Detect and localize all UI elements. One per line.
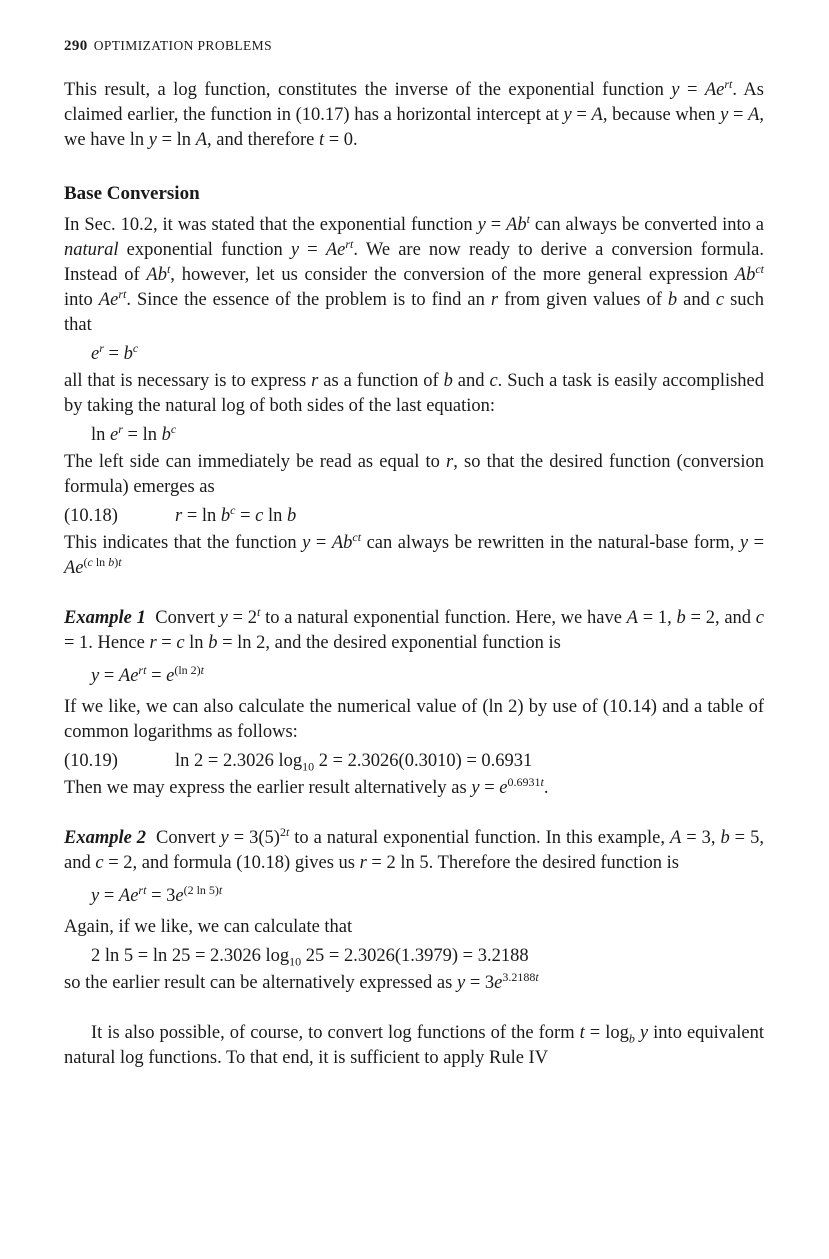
example-2-text: Example 2 Convert $y = 3(5)^{2t}$ to a natural exponential function. In this example, A = 3, b = 5, and c = 2, and formula (10.18) gives us r = 2 ln 5. Therefore the desired function is <box>64 824 764 873</box>
paragraph-rewritten: This indicates that the function $y = Ab^{ct}$ can always be rewritten in the natural-base form, $y = Ae^{(c ln b)t}$ <box>64 529 764 578</box>
section-heading: Base Conversion <box>64 183 200 204</box>
running-title: OPTIMIZATION PROBLEMS <box>93 38 272 53</box>
paragraph-base-conversion-intro: In Sec. 10.2, it was stated that the exponential function $y = Ab^t$ can always be converted into a natural exponential function $y = Ae^{rt}$. We are now ready to derive a conversion formula. Instead of Ab$^t$, however, let us consider the conversion of the more general expression $Ab^{ct}$ into $Ae^{rt}$. Since the essence of the problem is to find an r from given values of b and c such that <box>64 211 764 335</box>
example-2-text-3: so the earlier result can be alternatively expressed as $y = 3e^{3.2188t}$ <box>64 969 539 993</box>
example-2-label: Example 2 <box>64 828 147 848</box>
equation-number: (10.19) <box>64 751 118 771</box>
example-1-equation: $y = Ae^{rt} = e^{(ln 2)t}$ <box>91 662 205 686</box>
example-1-text: Example 1 Convert $y = 2^t$ to a natural exponential function. Here, we have A = 1, b = 2, and c = 1. Hence r = c ln b = ln 2, and the desired exponential function is <box>64 604 764 653</box>
example-1-text-2: If we like, we can also calculate the numerical value of (ln 2) by use of (10.14) and a table of common logarithms as follows: <box>64 697 764 742</box>
page <box>64 38 764 1071</box>
equation-10-19: (10.19) ln 2 = 2.3026 $\log_{10} 2 = 2.3026(0.3010) = 0.6931$ <box>64 751 533 774</box>
paragraph-left-side: The left side can immediately be read as equal to r, so that the desired function (conversion formula) emerges as <box>64 452 764 497</box>
example-1-text-3: Then we may express the earlier result alternatively as $y = e^{0.6931t}$. <box>64 774 549 798</box>
equation-er-bc: $e^r = b^c$ <box>91 340 139 364</box>
example-2-equation: $y = Ae^{rt} = 3e^{(2 ln 5)t}$ <box>91 882 223 906</box>
example-2-text-2: Again, if we like, we can calculate that <box>64 917 353 937</box>
equation-ln-er: $\ln e^r = \ln b^c$ <box>91 421 177 445</box>
example-2-equation-2: 2 ln 5 = ln 25 = 2.3026 $\log_{10} 25 = 2.3026(1.3979) = 3.2188$ <box>91 946 529 969</box>
running-header <box>64 38 764 60</box>
page-number: 290 <box>64 38 88 54</box>
paragraph-inverse-log: This result, a log function, constitutes the inverse of the exponential function $y = Ae^{rt}$. As claimed earlier, the function in (10.17) has a horizontal intercept at y = A, because when y = A, we have ln y = ln A, and therefore t = 0. <box>64 76 764 150</box>
equation-10-18: (10.18) $r = \ln b^c = c$ ln b <box>64 500 764 531</box>
paragraph-express-r: all that is necessary is to express r as a function of b and c. Such a task is easily accomplished by taking the natural log of both sides of the last equation: <box>64 371 765 416</box>
equation-number: (10.18) <box>64 506 118 526</box>
paragraph-log-conversion: It is also possible, of course, to convert log functions of the form $t = \log_b y$ into equivalent natural log functions. To that end, it is sufficient to apply Rule IV <box>64 1023 765 1068</box>
example-1-label: Example 1 <box>64 608 146 628</box>
